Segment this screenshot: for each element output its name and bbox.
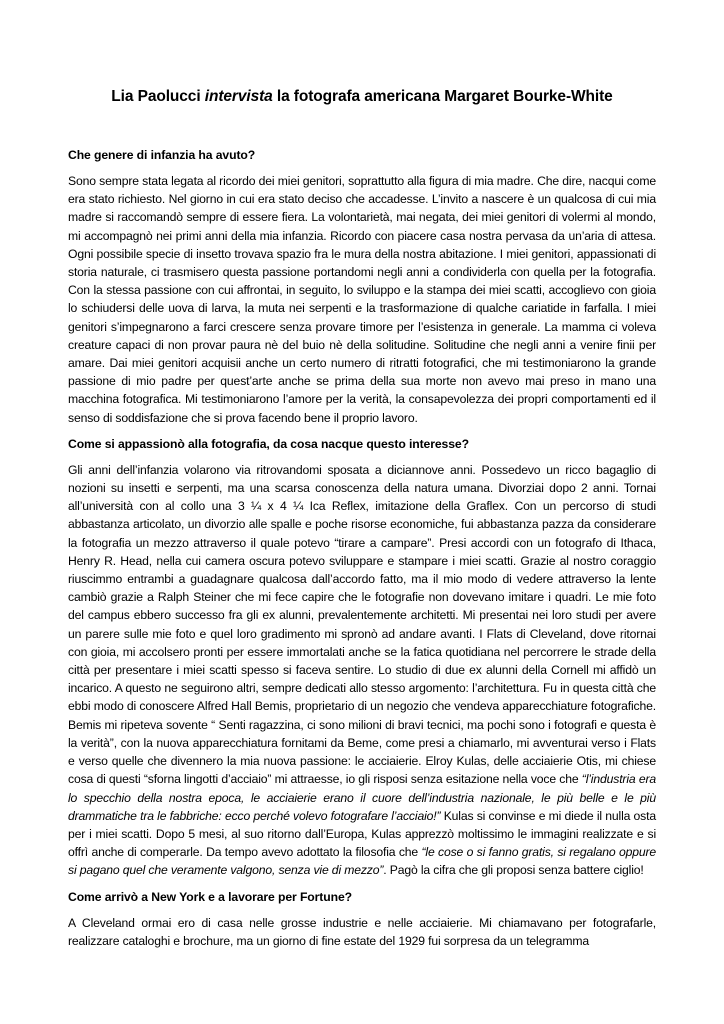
answer-2-text-1: Gli anni dell’infanzia volarono via ritrovandomi sposata a diciannove anni. Possedevo un ricco bagaglio di nozioni su insetti e serpenti, ma una scarsa conoscenza della natura umana. Divorziai dopo 2 anni. Tornai all’università con al collo una 3 ¼ x 4 ¼ Ica Reflex, imitazione della Graflex. Con un percorso di studi abbastanza articolato, un divorzio alle spalle e poche risorse economiche, fui abbastanza pazza da considerare la fotografia un mezzo attraverso il quale potevo “tirare a campare”. Presi accordi con un fotografo di Ithaca, Henry R. Head, nella cui camera oscura potevo sviluppare e stampare i miei scatti. Grazie al nostro coraggio riuscimmo entrambi a guadagnare qualcosa dall’accordo fatto, ma il mio modo di vedere attraverso la lente cambiò grazie a Ralph Steiner che mi fece capire che le fotografie non dovevano imitare i quadri. Le mie foto del campus ebbero successo fra gli ex alunni, prevalentemente architetti. Mi presentai nei loro studi per avere un parere sulle mie foto e quel loro gradimento mi spronò ad andare avanti. I Flats di Cleveland, dove ritornai con gioia, mi accolsero pronti per essere immortalati anche se la fatica quotidiana nel percorrere le strade della città per presentare i miei scatti spesso si faceva sentire. Lo studio di due ex alunni della Cornell mi affidò un incarico. A questo ne seguirono altri, sempre dedicati allo stesso argomento: l’architettura. Fu in questa città che ebbi modo di conoscere Alfred Hall Bemis, proprietario di un negozio che vendeva apparecchiature fotografiche. Bemis mi ripeteva sovente “ Senti ragazzina, ci sono milioni di bravi tecnici, ma pochi sono i fotografi e questa è la verità”, con la nuova apparecchiatura fornitami da Beme, come presi a chiamarlo, mi avventurai verso i Flats e verso quelle che divennero la mia nuova passione: le acciaierie. Elroy Kulas, delle acciaierie Otis, mi chiese cosa di questi “sforna lingotti d’acciaio” mi attraesse, io gli risposi senza esitazione nella voce che (68, 462, 656, 787)
title-rest: la fotografa americana Margaret Bourke-White (272, 88, 613, 105)
answer-2-quote-1: “l’industria era lo specchio della nostra epoca, le acciaierie erano il cuore dell’industria nazionale, le più belle e le più drammatiche tra le fabbriche: ecco perché volevo fotografare l’acciaio!” (68, 772, 656, 823)
title-author: Lia Paolucci (111, 88, 205, 105)
question-3: Come arrivò a New York e a lavorare per Fortune? (68, 889, 352, 904)
document-body (68, 146, 656, 950)
answer-2-quote-2: “le cose o si fanno gratis, si regalano oppure si pagano quel che veramente valgono, senza vie di mezzo” (68, 845, 656, 878)
answer-2-text-2: Kulas si convinse e mi diede il nulla osta per i miei scatti. Dopo 5 mesi, al suo ritorno dall’Europa, Kulas apprezzò moltissimo le immagini realizzate e si offrì anche di comperarle. Da tempo avevo adottato la filosofia che (68, 808, 656, 860)
answer-2-text-3: . Pagò la cifra che gli proposi senza battere ciglio! (383, 863, 644, 878)
answer-2 (68, 461, 656, 880)
title-emphasis: intervista (204, 88, 273, 105)
question-2: Come si appassionò alla fotografia, da cosa nacque questo interesse? (68, 436, 469, 451)
answer-3: A Cleveland ormai ero di casa nelle grosse industrie e nelle acciaierie. Mi chiamavano per fotografarle, realizzare cataloghi e brochure, ma un giorno di fine estate del 1929 fui sorpresa da un telegramma (68, 915, 656, 948)
document-title (40, 86, 684, 108)
question-1: Che genere di infanzia ha avuto? (68, 148, 256, 162)
answer-1: Sono sempre stata legata al ricordo dei miei genitori, soprattutto alla figura di mia madre. Che dire, nacqui come era stato richiesto. Nel giorno in cui era stato deciso che accadesse. L’invito a nascere è un qualcosa di cui mia madre si raccomandò sempre di essere fiera. La volontarietà, mai negata, dei miei genitori di volermi al mondo, mi accompagnò nei primi anni della mia infanzia. Ricordo con piacere casa nostra pervasa da un’aria di attesa. Ogni possibile specie di insetto trovava spazio fra le mura della nostra abitazione. I miei genitori, appassionati di storia naturale, ci trasmisero questa passione portandomi negli anni a condividerla con quella per la fotografia. Con la stessa passione con cui affrontai, in seguito, lo sviluppo e la stampa dei miei scatti, accoglievo con gioia lo schiudersi delle uova di larva, la muta nei serpenti e la trasformazione di qualche cariatide in farfalla. I miei genitori s’impegnarono a farci crescere senza provare timore per l’esistenza in generale. La mamma ci voleva creature capaci di non provar paura nè del buio nè della solitudine. Solitudine che negli anni a venire finii per amare. Dai miei genitori acquisii anche un certo numero di ritratti fotografici, che mi testimoniarono la grande passione di mio padre per quest’arte anche se prima della sua morte non avevo mai preso in mano una macchina fotografica. Mi testimoniarono l’amore per la verità, la consapevolezza dei propri comportamenti ed il senso di soddisfazione che si prova facendo bene il proprio lavoro. (68, 174, 656, 425)
